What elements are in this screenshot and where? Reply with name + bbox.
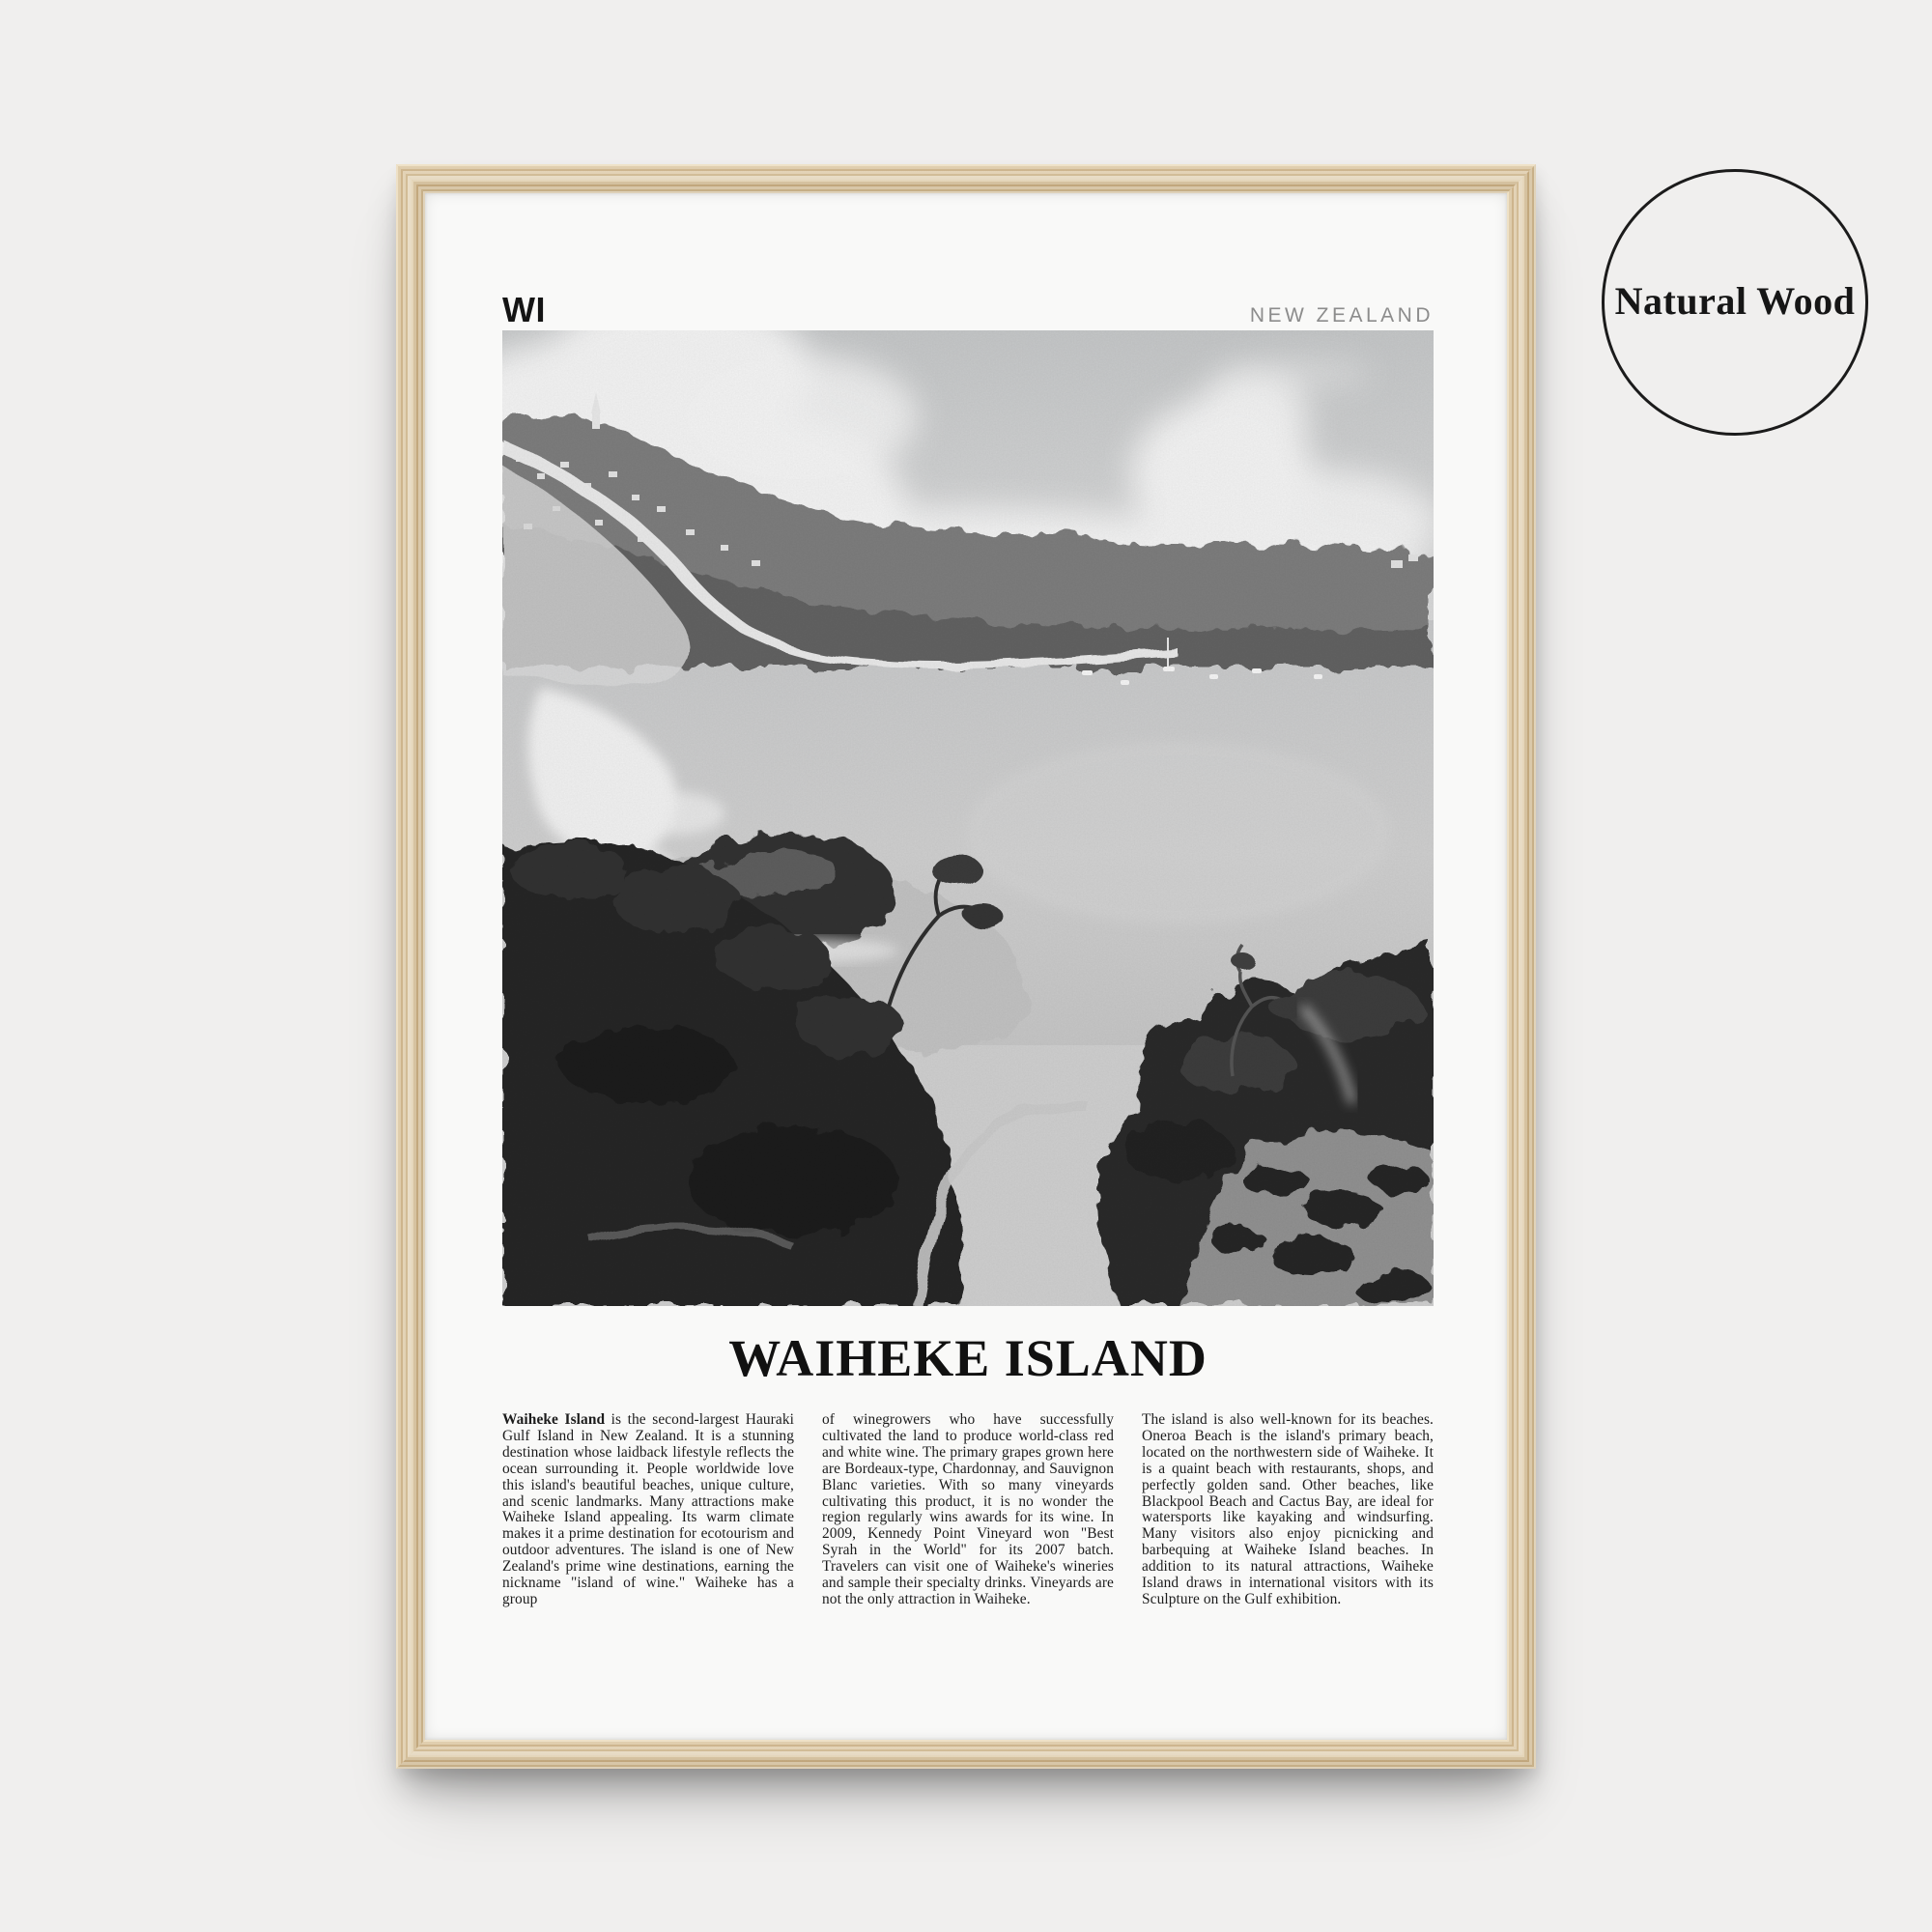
poster-masthead — [502, 290, 1434, 330]
photo-grain-overlay — [502, 330, 1434, 1306]
article-lead: Waiheke Island — [502, 1411, 606, 1428]
article-columns — [502, 1412, 1434, 1608]
frame-left-rail — [396, 164, 425, 1769]
poster-title: WAIHEKE ISLAND — [728, 1329, 1208, 1387]
poster-initials: WI — [502, 290, 546, 329]
frame-bottom-rail — [396, 1740, 1536, 1769]
frame-top-rail — [396, 164, 1536, 193]
article-column-2: of winegrowers who have successfully cultivated the land to produce world-class red and white wine. The primary grapes grown here are Bordeaux-type, Chardonnay, and Sauvignon Blanc varieties. With so many vineyards cultivating this product, it is no wonder the region regularly wins awards for its wine. In 2009, Kennedy Point Vineyard won "Best Syrah in the World" for its 2007 batch. Travelers can visit one of Waiheke's wineries and sample their specialty drinks. Vineyards are not the only attraction in Waiheke. — [822, 1411, 1114, 1607]
poster-country: NEW ZEALAND — [1249, 304, 1434, 327]
natural-wood-badge-label: Natural Wood — [1614, 278, 1856, 323]
frame-right-rail — [1507, 164, 1536, 1769]
poster-photo — [502, 330, 1434, 1306]
article-column-3: The island is also well-known for its beaches. Oneroa Beach is the island's primary beach, located on the northwestern side of Waiheke. It is a quaint beach with restaurants, shops, and perfectly golden sand. Other beaches, like Blackpool Beach and Cactus Bay, are ideal for watersports like kayaking and windsurfing. Many visitors also enjoy picnicking and barbequing at Waiheke Island beaches. In addition to its natural attractions, Waiheke Island draws in international visitors with its Sculpture on the Gulf exhibition. — [1142, 1411, 1434, 1607]
article-column-1: Waiheke Island is the second-largest Hauraki Gulf Island in New Zealand. It is a stunning destination whose laidback lifestyle reflects the ocean surrounding it. People worldwide love this island's beautiful beaches, unique culture, and scenic landmarks. Many attractions make Waiheke Island appealing. Its warm climate makes it a prime destination for ecotourism and outdoor adventures. The island is one of New Zealand's prime wine destinations, earning the nickname "island of wine." Waiheke has a group — [502, 1411, 794, 1607]
poster-paper — [425, 193, 1507, 1740]
natural-wood-badge — [1602, 169, 1868, 436]
picture-frame — [396, 164, 1536, 1769]
